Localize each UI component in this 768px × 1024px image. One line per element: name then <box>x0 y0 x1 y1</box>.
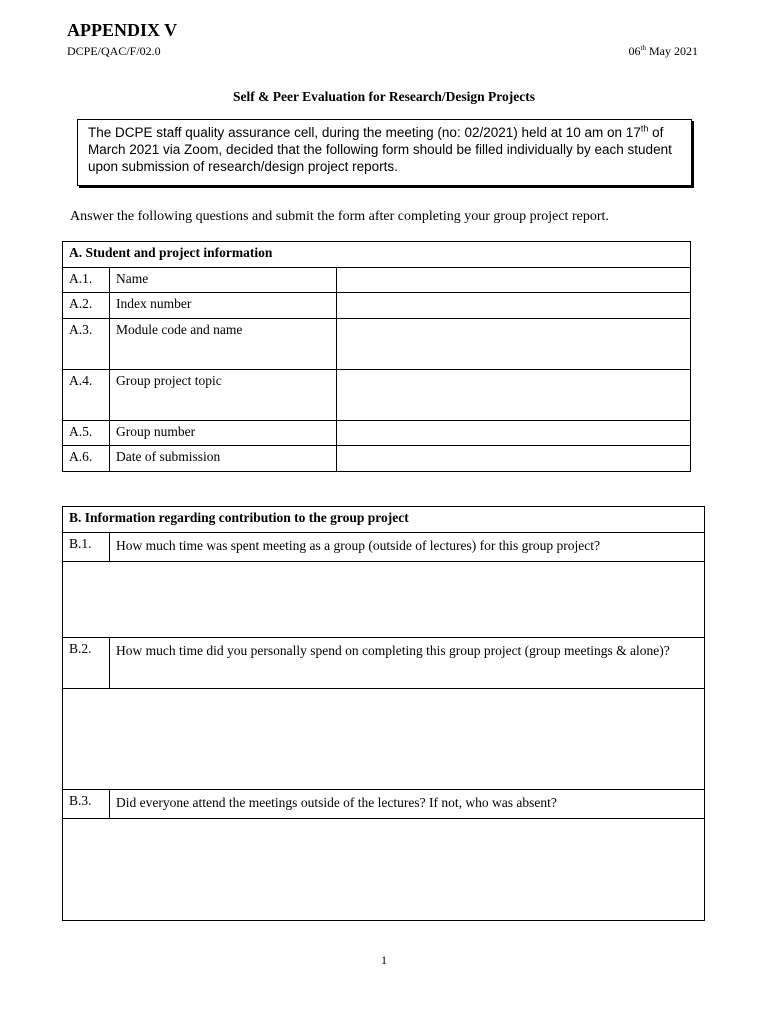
row-number: A.3. <box>63 319 110 370</box>
row-label: Index number <box>110 293 337 319</box>
name-field[interactable] <box>337 268 691 293</box>
question-number: B.1. <box>63 533 110 562</box>
row-number: A.2. <box>63 293 110 319</box>
project-topic-field[interactable] <box>337 370 691 421</box>
row-label: Group number <box>110 421 337 446</box>
date-rest: May 2021 <box>646 44 698 58</box>
document-date <box>629 44 698 59</box>
question-text: How much time did you personally spend on completing this group project (group meetings & alone)? <box>110 638 705 689</box>
section-b-table <box>62 506 705 921</box>
question-text: How much time was spent meeting as a group (outside of lectures) for this group project? <box>110 533 705 562</box>
group-number-field[interactable] <box>337 421 691 446</box>
question-number: B.3. <box>63 790 110 819</box>
table-row <box>63 533 705 562</box>
answer-field-b2[interactable] <box>63 689 705 790</box>
table-row <box>63 638 705 689</box>
form-title: Self & Peer Evaluation for Research/Design Projects <box>233 89 535 104</box>
date-day: 06 <box>628 44 641 58</box>
row-number: A.6. <box>63 446 110 472</box>
section-a-table <box>62 241 691 472</box>
document-reference: DCPE/QAC/F/02.0 <box>67 44 161 58</box>
table-row <box>63 446 691 472</box>
table-row <box>63 370 691 421</box>
page-number: 1 <box>381 953 387 967</box>
table-row <box>63 268 691 293</box>
row-label: Group project topic <box>110 370 337 421</box>
notice-box <box>77 119 692 186</box>
row-number: A.4. <box>63 370 110 421</box>
notice-superscript: th <box>640 123 649 134</box>
question-number: B.2. <box>63 638 110 689</box>
row-label: Date of submission <box>110 446 337 472</box>
appendix-title: APPENDIX V <box>67 20 178 40</box>
row-number: A.5. <box>63 421 110 446</box>
table-row <box>63 319 691 370</box>
index-number-field[interactable] <box>337 293 691 319</box>
module-field[interactable] <box>337 319 691 370</box>
instruction-text: Answer the following questions and submit the form after completing your group project report. <box>70 209 609 224</box>
table-row <box>63 790 705 819</box>
section-a-heading: A. Student and project information <box>63 242 691 268</box>
row-label: Name <box>110 268 337 293</box>
row-label: Module code and name <box>110 319 337 370</box>
notice-text-part2: of March 2021 via Zoom, decided that the following form should be filled individually by each student upon submission of research/design project reports. <box>88 125 672 174</box>
row-number: A.1. <box>63 268 110 293</box>
answer-field-b1[interactable] <box>63 562 705 638</box>
notice-text-part1: The DCPE staff quality assurance cell, during the meeting (no: 02/2021) held at 10 am on 17 <box>88 125 641 140</box>
answer-field-b3[interactable] <box>63 819 705 921</box>
table-row <box>63 293 691 319</box>
date-suffix: th <box>640 44 646 52</box>
table-row <box>63 421 691 446</box>
question-text: Did everyone attend the meetings outside of the lectures? If not, who was absent? <box>110 790 705 819</box>
section-b-heading: B. Information regarding contribution to the group project <box>63 507 705 533</box>
submission-date-field[interactable] <box>337 446 691 472</box>
